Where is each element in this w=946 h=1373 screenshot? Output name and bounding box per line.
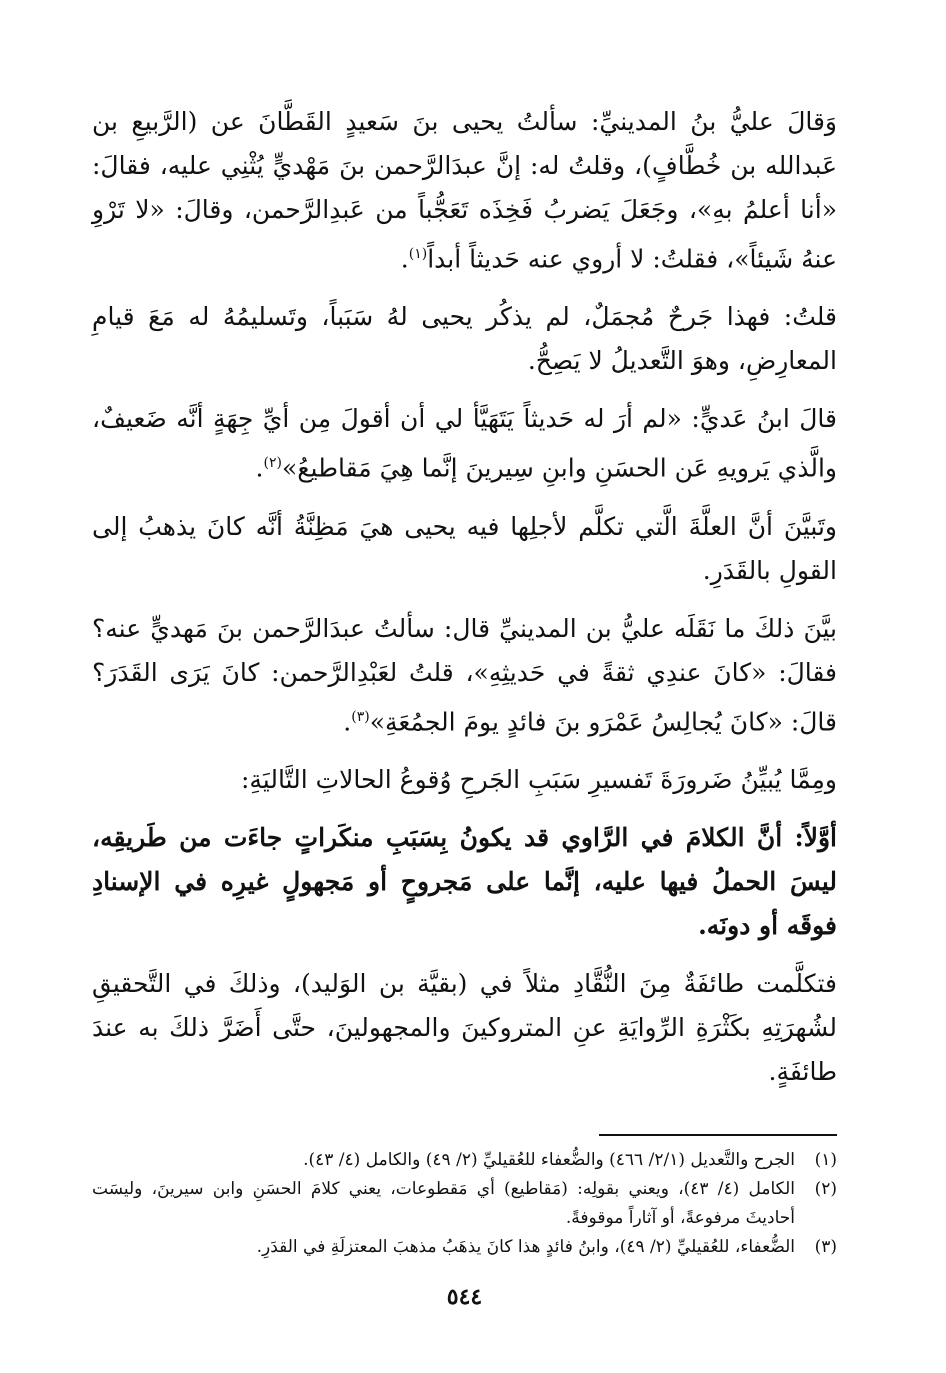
paragraph-2: قلتُ: فهذا جَرحٌ مُجمَلٌ، لم يذكُر يحيى لهُ سَبَباً، وتَسليمُهُ له مَعَ قيامِ المعارِضِ، وهوَ التَّعديلُ لا يَصِحُّ. [92,302,837,376]
paragraph-8: فتكلَّمت طائفَةٌ مِنَ النُّقَّادِ مثلاً في (بقيَّة بن الوَليد)، وذلكَ في التَّحقيقِ لشُهرَتِهِ بكَثْرَةِ الرِّوايَةِ عنِ المتروكينَ والمجهولينَ، حتَّى أَضَرَّ ذلكَ به عندَ طائفَةٍ. [92,968,837,1086]
paragraph-7-bold: أوَّلاً: أنَّ الكلامَ في الرَّاوي قد يكونُ بِسَبَبِ منكَراتٍ جاءَت من طَريقِه، ليسَ الحملُ فيها عليه، إنَّما على مَجروحٍ أو مَجهولٍ غيرِه في الإسنادِ فوقَه أو دونَه. [92,822,838,940]
footnote-2: (٢) الكامل (٤/ ٤٣)، ويعني بقولِه: (مَقاطيع) أي مَقطوعات، يعني كلامَ الحسَنِ وابن سيرينَ، وليسَت أحاديثَ مرفوعةً، أو آثاراً موقوفةً. [92,1175,837,1233]
page-number: ٥٤٤ [446,1283,483,1310]
footnote-number: (٢) [814,1178,837,1199]
paragraph-1: وَقالَ عليُّ بنُ المدينيِّ: سألتُ يحيى بنَ سَعيدٍ القَطَّانَ عن (الرَّبيعِ بن عَبدالله بن خُطَّافٍ)، وقلتُ له: إنَّ عبدَالرَّحمن بنَ مَهْديٍّ يُثْنِي عليه، فقالَ: «أنا أعلمُ بهِ»، وجَعَلَ يَضربُ فَخِذَه تَعَجُّباً من عَبدِالرَّحمن، وقالَ: «لا تَرْوِ عنهُ شَيئاً»، فقلتُ: لا أروي عنه حَديثاً أبداً$^{(١)}$. [92,107,837,274]
footnote-1: (١) الجرح والتَّعديل (٢/١/ ٤٦٦) والضُّعفاء للعُقيليِّ (٢/ ٤٩) والكامل (٤/ ٤٣). [92,1146,837,1175]
footnote-ref-2: (٢) [263,455,282,472]
footnote-divider [599,1134,837,1136]
paragraph-5: بيَّنَ ذلكَ ما نَقَلَه عليُّ بن المدينيِّ قال: سألتُ عبدَالرَّحمن بنَ مَهديٍّ عنه؟ فقالَ: «كانَ عندِي ثقةً في حَديثِهِ»، قلتُ لعَبْدِالرَّحمن: كانَ يَرَى القَدَرَ؟ قالَ: «كانَ يُجالِسُ عَمْرَو بنَ فائدٍ يومَ الجمُعَةِ»$^{(٣)}$. [92,613,837,736]
footnote-number: (٣) [814,1236,837,1257]
footnote-ref-3: (٣) [351,708,370,725]
footnote-ref-1: (١) [408,246,428,262]
paragraph-3: قالَ ابنُ عَديٍّ: «لم أرَ له حَديثاً يَتَهَيَّأ لي أن أقولَ مِن أيِّ جِهَةٍ أنَّه ضَعيفٌ، والَّذي يَرويهِ عَن الحسَنِ وابنِ سِيرينَ إنَّما هِيَ مَقاطيعُ»$^{(٢)}$. [92,404,837,483]
paragraph-6: ومِمَّا يُبيِّنُ ضَرورَةَ تَفسيرِ سَبَبِ الجَرحِ وُقوعُ الحالاتِ التَّاليَةِ: [240,764,837,794]
footnote-3: (٣) الضُّعفاء، للعُقيليِّ (٢/ ٤٩)، وابنُ فائدٍ هذا كانَ يذهَبُ مذهبَ المعتزلَةِ في القدَرِ. [92,1233,837,1262]
footnote-number: (١) [814,1149,837,1170]
paragraph-4: وتَبيَّنَ أنَّ العلَّةَ الَّتي تكلَّم لأجلِها فيه يحيى هيَ مَظِنَّةُ أنَّه كانَ يذهبُ إلى القولِ بالقَدَرِ. [92,511,837,585]
page-body [92,100,837,1310]
